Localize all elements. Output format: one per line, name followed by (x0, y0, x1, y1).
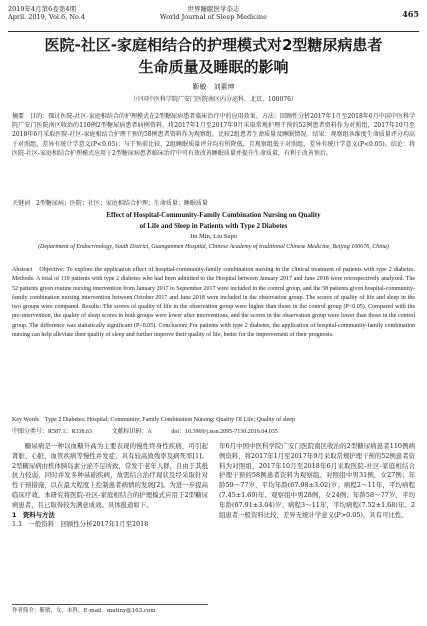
document-code: 文献标识码：A (111, 429, 152, 435)
section-heading: 1 资料与方法 (12, 510, 55, 519)
english-keywords: Key Words Type 2 Diabetes; Hospital; Community; Family Combination Nursing; Quality Of Life; Quality of sleep (12, 417, 295, 423)
title-line-1: 医院-社区-家庭相结合的护理模式对2型糖尿病患者 (44, 36, 383, 54)
journal-name (8, 5, 419, 21)
english-authors: Jin Min, Liu Supo (189, 233, 238, 240)
title-line-2: 生命质量及睡眠的影响 (138, 58, 289, 76)
running-header (8, 5, 419, 32)
english-title-line-1: Effect of Hospital-Community-Family Combination Nursing on Quality (106, 211, 321, 219)
body-column-left (12, 442, 208, 530)
english-abstract: Abstract Objective: To explore the application effect of hospital-community-family combination nursing in the clinical treatment of patients with type 2 diabetes. Methods: A total of 110 patients with type 2 diabetes who had been admitted to the Hospital between January 2017 and June 2018 were retrospectively analyzed. The 52 patients given routine nursing intervention from January 2017 to September 2017 were included in the control group, and the 58 patients given hospital-community-family combination nursing intervention between October 2017 and June 2018 were included in the observation group. The scores of quality of life and sleep in the two groups were compared. Results: The scores of quality of life in the observation group were higher than those in the control group (P<0.05). Compared with the pre-intervention, the quality of sleep scores in both groups were lower after interventions, and the scores in the observation group were lower than those in the control group. The difference was statistically significant (P<0.05). Conclusion: For patients with type 2 diabetes, the application of hospital-community-family combination nursing can help alleviate their quality of sleep and further improve their quality of life, better for the improvement of their prognosis. (12, 267, 415, 339)
subsection-text: 1.1 一般资料 回顾性分析2017年1月至2018 (12, 520, 149, 529)
chinese-abstract: 摘要 目的：探讨医院-社区-家庭相结合的护理模式在2型糖尿病患者临床治疗中的应用效果。方法：回顾性分析2017年1月至2018年6月中国中医科学院广安门医院南区收治的110例2型糖尿病患者病例资料，将2017年1月至2017年9月采取常规护理干预的52例患者资料作为对照组，2017年10月至2018年6月采取医院-社区-家庭相结合护理干预的58例患者资料作为观察组。比较2组患者生命质量及睡眠情况。结果：观察组各维度生命质量评分均高于对照组，差异有统计学意义(P<0.05)；与干预前比较，2组睡眠质量评分均有所降低，且观察组低于对照组，差异有统计学意义(P<0.05)。结论：将医院-社区-家庭相结合护理模式应用于2型糖尿病患者临床治疗中可有效改善睡眠质量并提升生命质量，有利于改善预后。 (12, 113, 415, 157)
journal-name-cn: 世界睡眠医学杂志 (187, 5, 240, 13)
authors: 靳敏 刘素坤 (192, 83, 235, 91)
affiliation: （中国中医科学院广安门医院南区内分泌科，北京，100076） (130, 96, 297, 103)
page-number: 465 (402, 9, 419, 19)
doi: doi：10.3969/j.issn.2095-7130.2019.04.035 (171, 429, 278, 435)
english-affiliation: (Department of Endocrinology, South District, Guanganmen Hospital, Chinese Academy of traditional Chinese Medicine, Beijing 100076, China) (38, 244, 389, 250)
clc-number: 中图分类号：R587.1；R338.63 (12, 429, 93, 435)
intro-paragraph: 糖尿病是一种以血糖升高为主要表现的慢性终身性疾病，可引起肾脏、心脏、血管疾病等慢性并发症，具有较高致残率及病死率[1]。2型糖尿病由机体胰岛素分泌不足所致，常发于老年人群，且由于其抵抗力较弱，同时并发多种基础疾病，故需结合治疗现状及经采取针对性干预措施，以在最大程度上控制患者病情的发展[2]。为进一步提高临床疗效，本研究将医院-社区-家庭相结合的护理模式应用于2型糖尿病患者，且已取得较为满意成效。具体报道如下。 (12, 442, 208, 509)
classification-info (12, 426, 415, 435)
issue-cn: 2019年4月第6卷第4期 (8, 5, 76, 13)
english-title (10, 210, 417, 232)
body-column-right (219, 442, 415, 520)
methods-paragraph: 年6月中国中医科学院广安门医院南区收治的2型糖尿病患者110例病例资料，将2017年1月至2017年9月采取常规护理干预的52例患者资料为对照组，2017年10月至2018年6月采取医院-社区-家庭相结合护理干预的58例患者资料为观察组。对照组中男31例，女27例；年龄59～77岁，平均年龄(67.98±3.02)岁；病程2～11年，平均病程(7.45±1.69)年。观察组中男28例，女24例；年龄58～77岁，平均年龄(67.91±3.04)岁；病程3～11年，平均病程(7.52±1.68)年。2组患者一般资料比较，差异无统计学意义(P>0.05)，具有可比性。 (219, 442, 415, 519)
author-footnote: 作者简介：靳敏，女，本科，E-mail：matiny@163.com (12, 604, 208, 614)
journal-name-en: World Journal of Sleep Medicine (160, 13, 267, 21)
article-title (10, 34, 417, 78)
issue-en: April. 2019, Vol.6, No.4 (8, 13, 86, 21)
chinese-keywords: 关键词 2型糖尿病；医院；社区；家庭相结合护理；生命质量；睡眠质量 (12, 200, 208, 207)
english-title-line-2: of Life and Sleep in Patients with Type 2 Diabetes (139, 222, 288, 230)
